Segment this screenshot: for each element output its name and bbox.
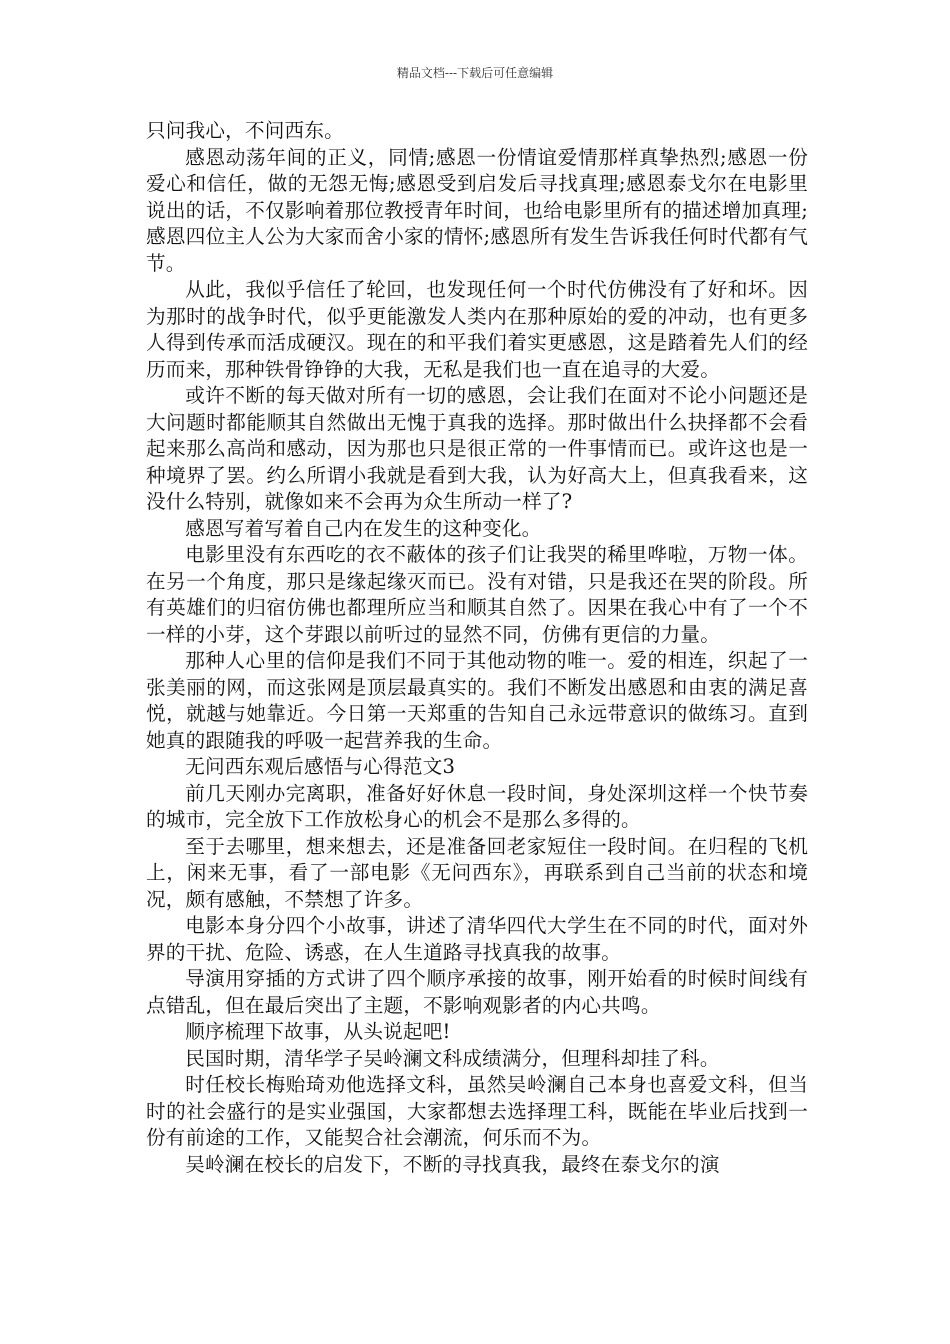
paragraph: 民国时期，清华学子吴岭澜文科成绩满分，但理科却挂了科。 bbox=[185, 1046, 720, 1070]
paragraph: 只问我心，不问西东。 bbox=[146, 119, 344, 142]
paragraph: 前几天刚办完离职，准备好好休息一段时间，身处深圳这样一个快节奏的城市，完全放下工作放松身心的机会不是那么多得的。 bbox=[146, 781, 808, 831]
section-heading: 无问西东观后感悟与心得范文3 bbox=[185, 755, 456, 778]
paragraph: 感恩写着写着自己内在发生的这种变化。 bbox=[185, 516, 542, 540]
paragraph: 至于去哪里，想来想去，还是准备回老家短住一段时间。在归程的飞机上，闲来无事，看了一部电影《无问西东》，再联系到自己当前的状态和境况，颇有感触，不禁想了许多。 bbox=[146, 834, 808, 911]
paragraph: 导演用穿插的方式讲了四个顺序承接的故事，刚开始看的时候时间线有点错乱，但在最后突出了主题，不影响观影者的内心共鸣。 bbox=[146, 967, 808, 1017]
document-body bbox=[146, 118, 808, 1178]
page-header: 精品文档---下载后可任意编辑 bbox=[396, 66, 554, 80]
paragraph: 吴岭澜在校长的启发下，不断的寻找真我，最终在泰戈尔的演 bbox=[185, 1152, 720, 1176]
paragraph: 从此，我似乎信任了轮回，也发现任何一个时代仿佛没有了好和坏。因为那时的战争时代，似乎更能激发人类内在那种原始的爱的冲动，也有更多人得到传承而活成硬汉。现在的和平我们着实更感恩，这是踏着先人们的经历而来，那种铁骨铮铮的大我，无私是我们也一直在追寻的大爱。 bbox=[146, 278, 808, 381]
paragraph: 时任校长梅贻琦劝他选择文科，虽然吴岭澜自己本身也喜爱文科，但当时的社会盛行的是实业强国，大家都想去选择理工科，既能在毕业后找到一份有前途的工作，又能契合社会潮流，何乐而不为。 bbox=[146, 1073, 808, 1149]
paragraph: 那种人心里的信仰是我们不同于其他动物的唯一。爱的相连，织起了一张美丽的网，而这张网是顶层最真实的。我们不断发出感恩和由衷的满足喜悦，就越与她靠近。今日第一天郑重的告知自己永远带意识的做练习。直到她真的跟随我的呼吸一起营养我的生命。 bbox=[146, 649, 808, 752]
paragraph: 顺序梳理下故事，从头说起吧! bbox=[185, 1020, 451, 1043]
paragraph: 电影本身分四个小故事，讲述了清华四代大学生在不同的时代，面对外界的干扰、危险、诱惑，在人生道路寻找真我的故事。 bbox=[146, 914, 808, 964]
paragraph: 或许不断的每天做对所有一切的感恩，会让我们在面对不论小问题还是大问题时都能顺其自然做出无愧于真我的选择。那时做出什么抉择都不会看起来那么高尚和感动，因为那也只是很正常的一件事情而已。或许这也是一种境界了罢。约么所谓小我就是看到大我，认为好高大上，但真我看来，这没什么特别，就像如来不会再为众生所动一样了? bbox=[146, 384, 808, 513]
paragraph: 电影里没有东西吃的衣不蔽体的孩子们让我哭的稀里哗啦，万物一体。在另一个角度，那只是缘起缘灭而已。没有对错，只是我还在哭的阶段。所有英雄们的归宿仿佛也都理所应当和顺其自然了。因果在我心中有了一个不一样的小芽，这个芽跟以前听过的显然不同，仿佛有更信的力量。 bbox=[146, 543, 808, 646]
paragraph: 感恩动荡年间的正义，同情;感恩一份情谊爱情那样真挚热烈;感恩一份爱心和信任，做的无怨无悔;感恩受到启发后寻找真理;感恩泰戈尔在电影里说出的话，不仅影响着那位教授青年时间，也给电影里所有的描述增加真理;感恩四位主人公为大家而舍小家的情怀;感恩所有发生告诉我任何时代都有气节。 bbox=[146, 145, 808, 275]
